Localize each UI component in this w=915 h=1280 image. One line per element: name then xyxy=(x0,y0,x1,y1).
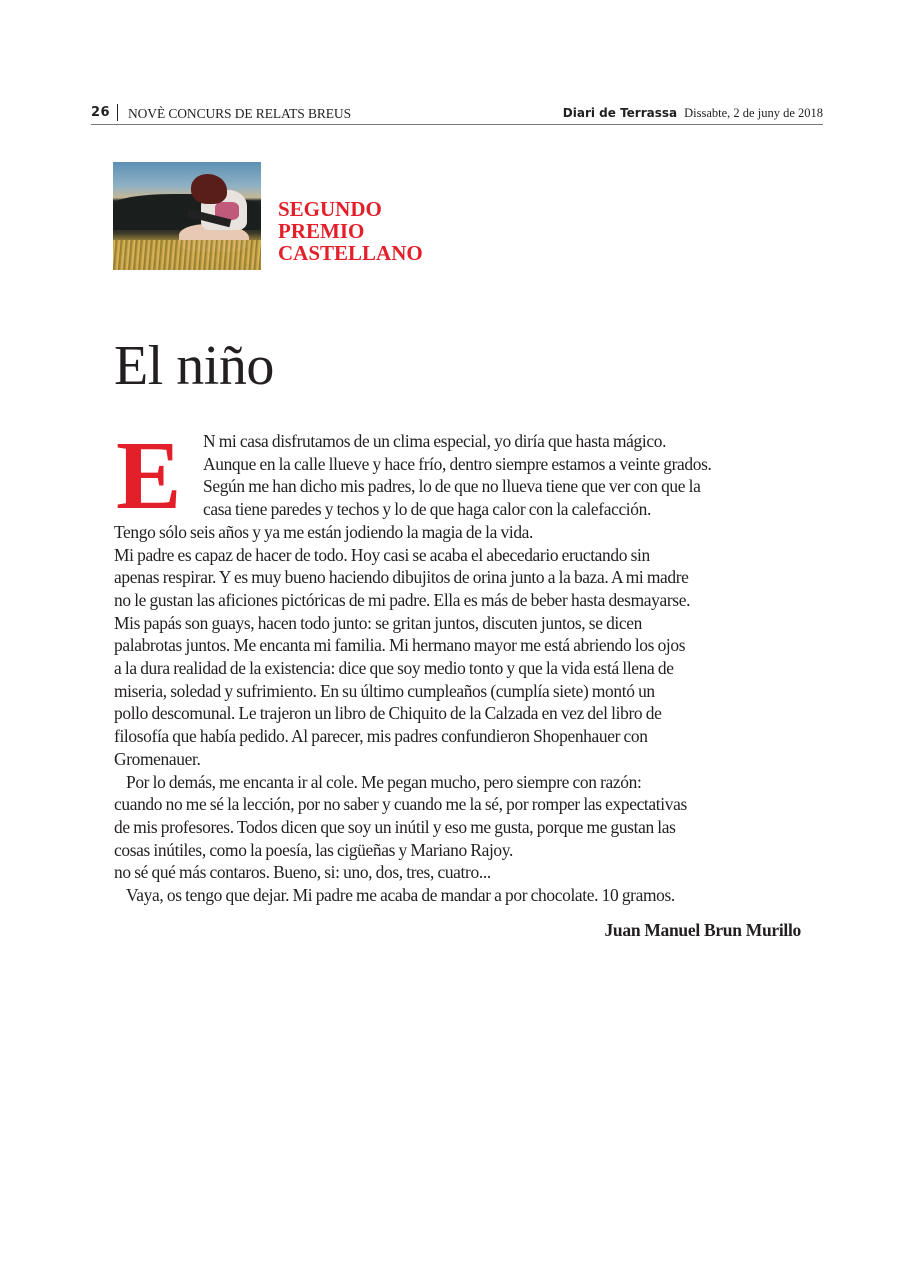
body-line: Según me han dicho mis padres, lo de que no llueva tiene que ver con que la xyxy=(203,476,701,497)
body-line: Mi padre es capaz de hacer de todo. Hoy casi se acaba el abecedario eructando sin xyxy=(114,544,650,565)
body-line: Por lo demás, me encanta ir al cole. Me pegan mucho, pero siempre con razón: xyxy=(126,771,642,792)
body-line: a la dura realidad de la existencia: dice que soy medio tonto y que la vida está llena de xyxy=(114,658,674,679)
section-title: NOVÈ CONCURS DE RELATS BREUS xyxy=(128,106,351,121)
masthead xyxy=(563,104,823,122)
body-line: apenas respirar. Y es muy bueno haciendo dibujitos de orina junto a la baza. A mi madre xyxy=(114,567,689,588)
drop-cap: E xyxy=(116,422,182,530)
award-line-3: CASTELLANO xyxy=(278,241,423,265)
issue-date: Dissabte, 2 de juny de 2018 xyxy=(684,106,823,120)
article-title: El niño xyxy=(114,335,274,397)
body-line: Vaya, os tengo que dejar. Mi padre me acaba de mandar a por chocolate. 10 gramos. xyxy=(126,885,675,906)
body-line: N mi casa disfrutamos de un clima especial, yo diría que hasta mágico. xyxy=(203,431,667,451)
body-line: filosofía que había pedido. Al parecer, mis padres confundieron Shopenhauer con xyxy=(114,726,648,747)
body-line: pollo descomunal. Le trajeron un libro de Chiquito de la Calzada en vez del libro de xyxy=(114,703,662,724)
body-line: palabrotas juntos. Me encanta mi familia. Mi hermano mayor me está abriendo los ojos xyxy=(114,635,686,656)
award-line-2: PREMIO xyxy=(278,219,365,243)
award-photo xyxy=(113,162,261,270)
body-line: no le gustan las aficiones pictóricas de mi padre. Ella es más de beber hasta desmayarse. xyxy=(114,589,691,610)
award-line-1: SEGUNDO xyxy=(278,197,382,221)
body-line: cosas inútiles, como la poesía, las cigüeñas y Mariano Rajoy. xyxy=(114,839,513,860)
body-line: Tengo sólo seis años y ya me están jodiendo la magia de la vida. xyxy=(114,521,534,542)
body-line: miseria, soledad y sufrimiento. En su último cumpleaños (cumplía siete) montó un xyxy=(114,680,655,701)
article-body xyxy=(114,422,804,907)
newspaper-name: Diari de Terrassa xyxy=(562,106,678,120)
body-line: Mis papás son guays, hacen todo junto: se gritan juntos, discuten juntos, se dicen xyxy=(114,612,642,633)
photo-grass xyxy=(113,240,261,270)
page-header xyxy=(91,102,823,125)
body-line: Gromenauer. xyxy=(114,748,201,769)
award-label xyxy=(278,198,423,264)
header-divider xyxy=(117,104,118,121)
body-line: Aunque en la calle llueve y hace frío, dentro siempre estamos a veinte grados. xyxy=(203,453,712,474)
photo-figure-hair xyxy=(191,174,227,204)
body-line: casa tiene paredes y techos y lo de que haga calor con la calefacción. xyxy=(203,499,651,520)
author-byline: Juan Manuel Brun Murillo xyxy=(604,920,801,940)
body-line: cuando no me sé la lección, por no saber y cuando me la sé, por romper las expectativas xyxy=(114,794,687,815)
body-line: no sé qué más contaros. Bueno, si: uno, dos, tres, cuatro... xyxy=(114,862,491,883)
body-line: de mis profesores. Todos dicen que soy un inútil y eso me gusta, porque me gustan las xyxy=(114,816,676,837)
page-number: 26 xyxy=(91,105,111,120)
